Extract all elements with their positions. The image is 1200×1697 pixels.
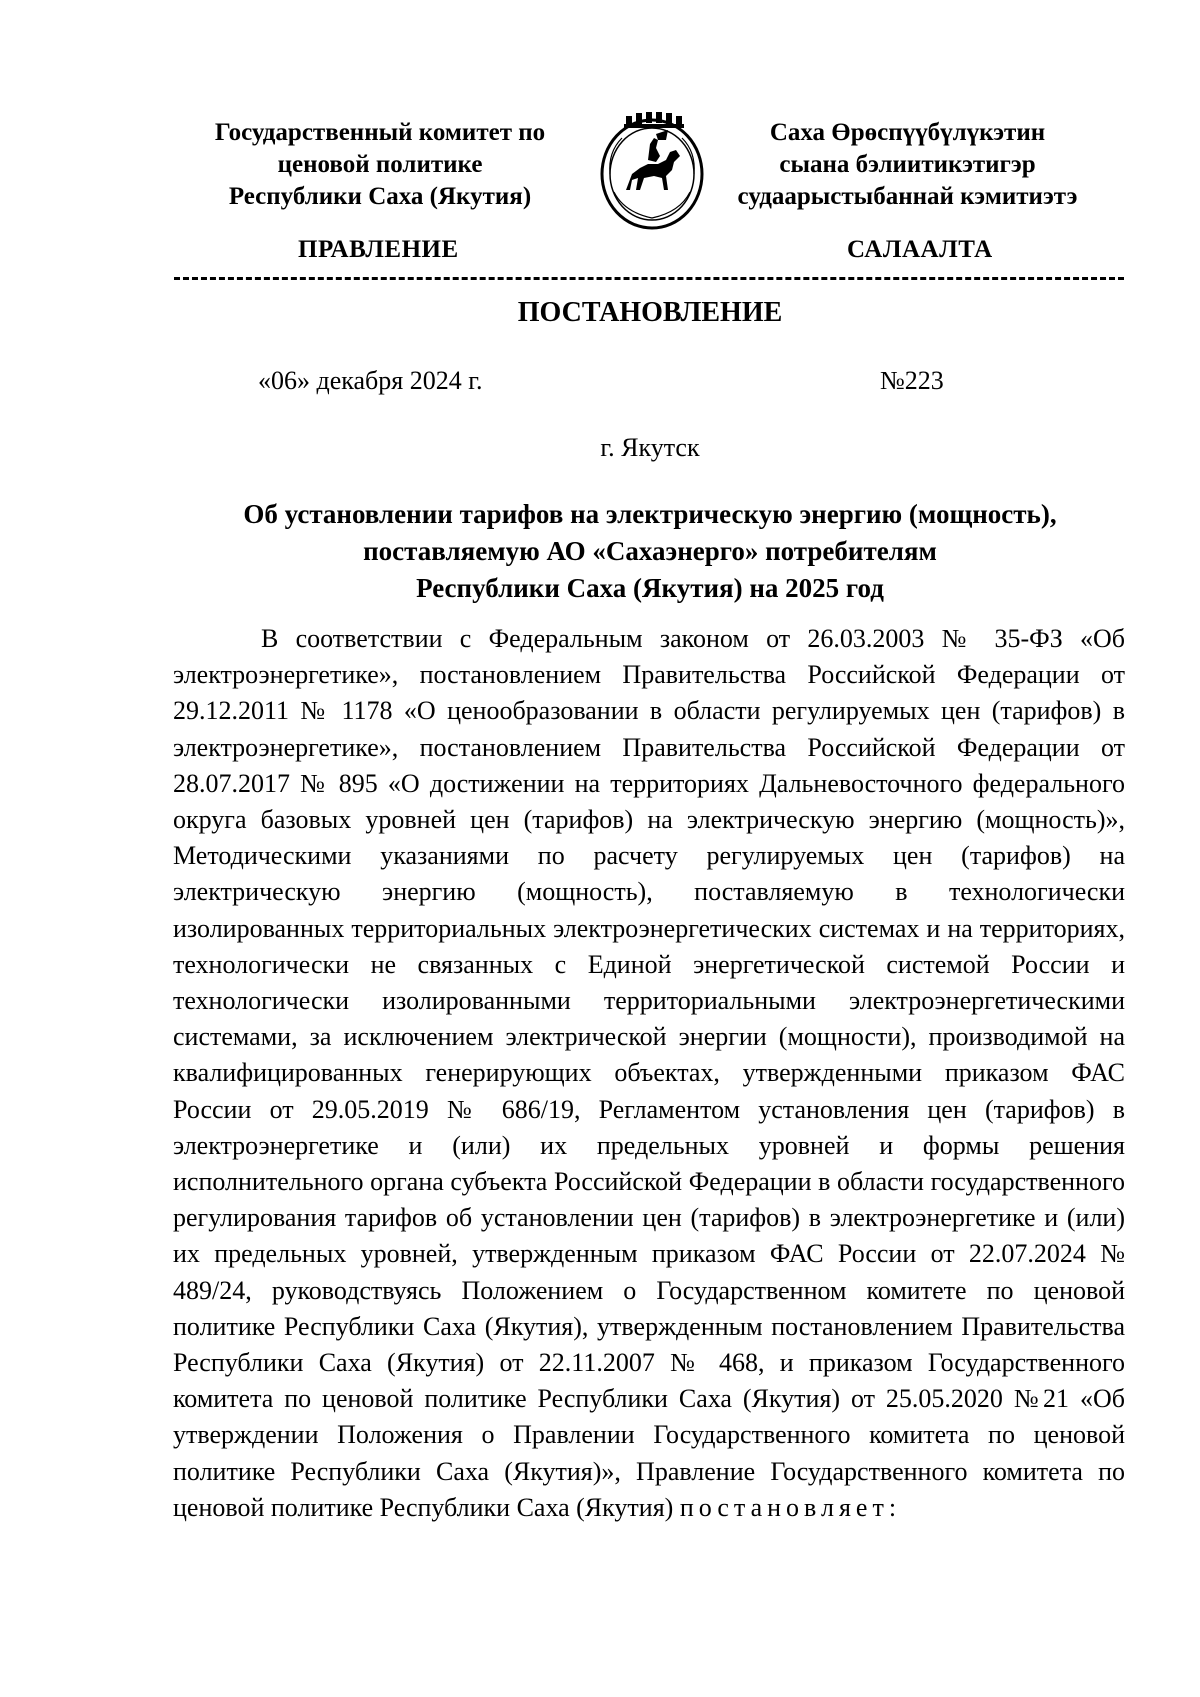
header-left-org-name xyxy=(190,117,570,213)
document-date: «06» декабря 2024 г. xyxy=(258,366,483,395)
header-left-line: ценовой политике xyxy=(277,151,483,178)
header-left-line: Республики Саха (Якутия) xyxy=(228,183,532,210)
document-body-paragraph xyxy=(173,621,1125,1526)
header-right-line: сыана бэлиитикэтигэр xyxy=(779,151,1036,178)
subject-line: поставляемую АО «Сахаэнерго» потребителям xyxy=(363,536,937,566)
subject-line: Республики Саха (Якутия) на 2025 год xyxy=(416,573,884,603)
header-divider xyxy=(174,277,1124,280)
header-right-line: Саха Өрөспүүбүлүкэтин xyxy=(769,119,1046,146)
header-right-line: судаарыстыбаннай кэмитиэтэ xyxy=(737,183,1078,210)
header-left-line: Государственный комитет по xyxy=(214,119,546,146)
document-city: г. Якутск xyxy=(600,433,700,462)
body-text: В соответствии с Федеральным законом от 26.03.2003 № 35-ФЗ «Об электроэнергетике», постановлением Правительства Российской Федерации от 29.12.2011 № 1178 «О ценообразовании в области регулируемых цен (тарифов) в электроэнергетике», постановлением Правительства Российской Федерации от 28.07.2017 № 895 «О достижении на территориях Дальневосточного федерального округа базовых уровней цен (тарифов) на электрическую энергию (мощность)», Методическими указаниями по расчету регулируемых цен (тарифов) на электрическую энергию (мощность), поставляемую в технологически изолированных территориальных электроэнергетических системах и на территориях, технологически не связанных с Единой энергетической системой России и технологически изолированными территориальными электроэнергетическими системами, за исключением электрической энергии (мощности), производимой на квалифицированных генерирующих объектах, утвержденными приказом ФАС России от 29.05.2019 № 686/19, Регламентом установления цен (тарифов) в электроэнергетике и (или) их предельных уровней и формы решения исполнительного органа субъекта Российской Федерации в области государственного регулирования тарифов об установлении цен (тарифов) в электроэнергетике и (или) их предельных уровней, утвержденным приказом ФАС России от 22.07.2024 № 489/24, руководствуясь Положением о Государственном комитете по ценовой политике Республики Саха (Якутия), утвержденным постановлением Правительства Республики Саха (Якутия) от 22.11.2007 № 468, и приказом Государственного комитета по ценовой политике Республики Саха (Якутия) от 25.05.2020 №21 «Об утверждении Положения о Правлении Государственного комитета по ценовой политике Республики Саха (Якутия)», Правление Государственного комитета по ценовой политике Республики Саха (Якутия) xyxy=(173,624,1125,1522)
board-label-sakha: САЛААЛТА xyxy=(847,236,993,263)
document-title: ПОСТАНОВЛЕНИЕ xyxy=(517,297,783,328)
subject-line: Об установлении тарифов на электрическую энергию (мощность), xyxy=(243,499,1057,529)
board-label-ru: ПРАВЛЕНИЕ xyxy=(298,236,459,263)
header-right-org-name xyxy=(720,117,1095,213)
body-resolution-word: постановляет: xyxy=(679,1492,902,1522)
document-subject xyxy=(0,496,1200,607)
sakha-republic-coat-of-arms-icon xyxy=(596,112,708,232)
document-number: №223 xyxy=(880,366,944,395)
